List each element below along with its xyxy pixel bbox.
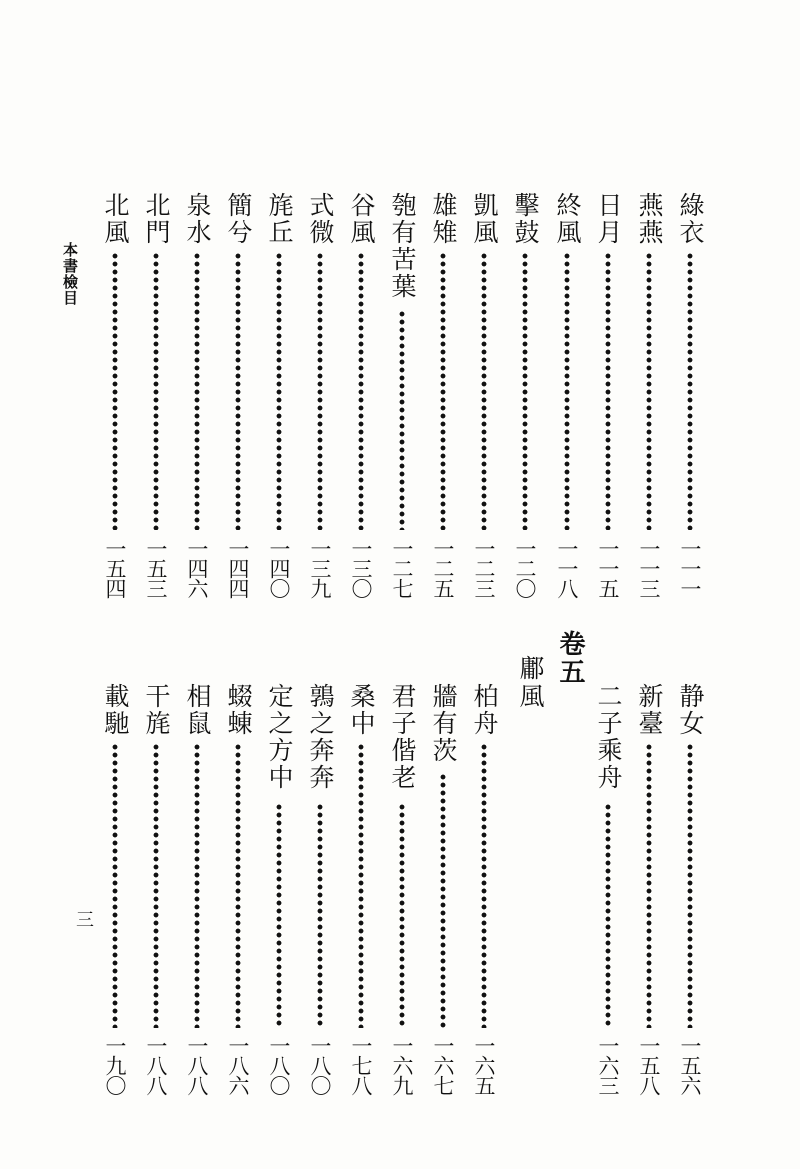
toc-entry-page: 一五四 xyxy=(103,538,127,598)
toc-entry-page: 一六三 xyxy=(596,1035,620,1095)
dot-leader xyxy=(440,252,446,530)
section-heading: 鄘風 xyxy=(516,655,545,711)
toc-entry-page: 一八六 xyxy=(226,1035,250,1095)
dot-leader xyxy=(564,252,570,530)
toc-entry-title: 北門 xyxy=(142,192,171,246)
toc-entry-page: 一五八 xyxy=(637,1035,661,1095)
toc-entry-title: 式微 xyxy=(306,192,335,246)
toc-entry-title: 日月 xyxy=(594,192,623,246)
toc-entry-title: 匏有苦葉 xyxy=(388,192,417,300)
dot-leader xyxy=(687,252,693,530)
toc-entry-title: 新臺 xyxy=(635,683,664,737)
dot-leader xyxy=(399,310,405,530)
toc-entry-title: 牆有茨 xyxy=(429,683,458,764)
dot-leader xyxy=(194,252,200,530)
dot-leader xyxy=(235,743,241,1028)
toc-entry-page: 一八八 xyxy=(144,1035,168,1095)
dot-leader xyxy=(317,252,323,530)
running-title: 本書檢目 xyxy=(61,242,79,306)
toc-entry-title: 終風 xyxy=(553,192,582,246)
toc-entry-title: 綠衣 xyxy=(676,192,705,246)
dot-leader xyxy=(646,252,652,530)
toc-entry-title: 簡兮 xyxy=(224,192,253,246)
dot-leader xyxy=(399,803,405,1028)
toc-entry-title: 凱風 xyxy=(470,192,499,246)
dot-leader xyxy=(481,252,487,530)
toc-entry-page: 一二五 xyxy=(431,538,455,598)
toc-entry-page: 一二三 xyxy=(472,538,496,598)
dot-leader xyxy=(194,743,200,1028)
toc-entry-page: 一二七 xyxy=(390,538,414,598)
dot-leader xyxy=(112,743,118,1028)
toc-entry-page: 一六九 xyxy=(390,1035,414,1095)
toc-entry-page: 一一五 xyxy=(596,538,620,598)
dot-leader xyxy=(317,803,323,1028)
dot-leader xyxy=(112,252,118,530)
toc-entry-page: 一九〇 xyxy=(103,1035,127,1095)
toc-entry-page: 一二〇 xyxy=(513,538,537,598)
toc-entry-title: 二子乘舟 xyxy=(594,683,623,791)
toc-entry-page: 一六五 xyxy=(472,1035,496,1095)
toc-entry-title: 相鼠 xyxy=(183,683,212,737)
dot-leader xyxy=(153,252,159,530)
toc-entry-title: 旄丘 xyxy=(265,192,294,246)
toc-entry-page: 一一一 xyxy=(678,538,702,598)
toc-entry-title: 桑中 xyxy=(347,683,376,737)
toc-entry-page: 一三〇 xyxy=(349,538,373,598)
dot-leader xyxy=(440,773,446,1028)
dot-leader xyxy=(276,252,282,530)
volume-heading: 卷五 xyxy=(555,630,585,686)
toc-entry-page: 一三九 xyxy=(308,538,332,598)
page-number: 三 xyxy=(73,910,94,928)
toc-entry-title: 擊鼓 xyxy=(511,192,540,246)
toc-entry-page: 一七八 xyxy=(349,1035,373,1095)
toc-entry-title: 燕燕 xyxy=(635,192,664,246)
dot-leader xyxy=(358,252,364,530)
toc-entry-title: 泉水 xyxy=(183,192,212,246)
toc-entry-page: 一八〇 xyxy=(308,1035,332,1095)
toc-entry-title: 雄雉 xyxy=(429,192,458,246)
dot-leader xyxy=(481,743,487,1028)
toc-entry-page: 一一三 xyxy=(637,538,661,598)
toc-entry-page: 一一八 xyxy=(555,538,579,598)
dot-leader xyxy=(605,803,611,1028)
dot-leader xyxy=(646,743,652,1028)
toc-entry-title: 干旄 xyxy=(142,683,171,737)
toc-entry-title: 定之方中 xyxy=(265,683,294,791)
toc-entry-title: 北風 xyxy=(101,192,130,246)
toc-entry-page: 一八〇 xyxy=(267,1035,291,1095)
toc-entry-page: 一五三 xyxy=(144,538,168,598)
toc-entry-title: 君子偕老 xyxy=(388,683,417,791)
toc-entry-page: 一四六 xyxy=(185,538,209,598)
toc-entry-page: 一四四 xyxy=(226,538,250,598)
toc-entry-title: 静女 xyxy=(676,683,705,737)
toc-entry-title: 鶉之奔奔 xyxy=(306,683,335,791)
toc-entry-page: 一八八 xyxy=(185,1035,209,1095)
toc-entry-title: 谷風 xyxy=(347,192,376,246)
toc-entry-page: 一六七 xyxy=(431,1035,455,1095)
toc-entry-title: 蝃蝀 xyxy=(224,683,253,737)
dot-leader xyxy=(153,743,159,1028)
toc-entry-title: 載馳 xyxy=(101,683,130,737)
toc-entry-title: 柏舟 xyxy=(470,683,499,737)
toc-entry-page: 一四〇 xyxy=(267,538,291,598)
dot-leader xyxy=(605,252,611,530)
dot-leader xyxy=(687,743,693,1028)
dot-leader xyxy=(235,252,241,530)
dot-leader xyxy=(276,803,282,1028)
dot-leader xyxy=(522,252,528,530)
dot-leader xyxy=(358,743,364,1028)
toc-entry-page: 一五六 xyxy=(678,1035,702,1095)
